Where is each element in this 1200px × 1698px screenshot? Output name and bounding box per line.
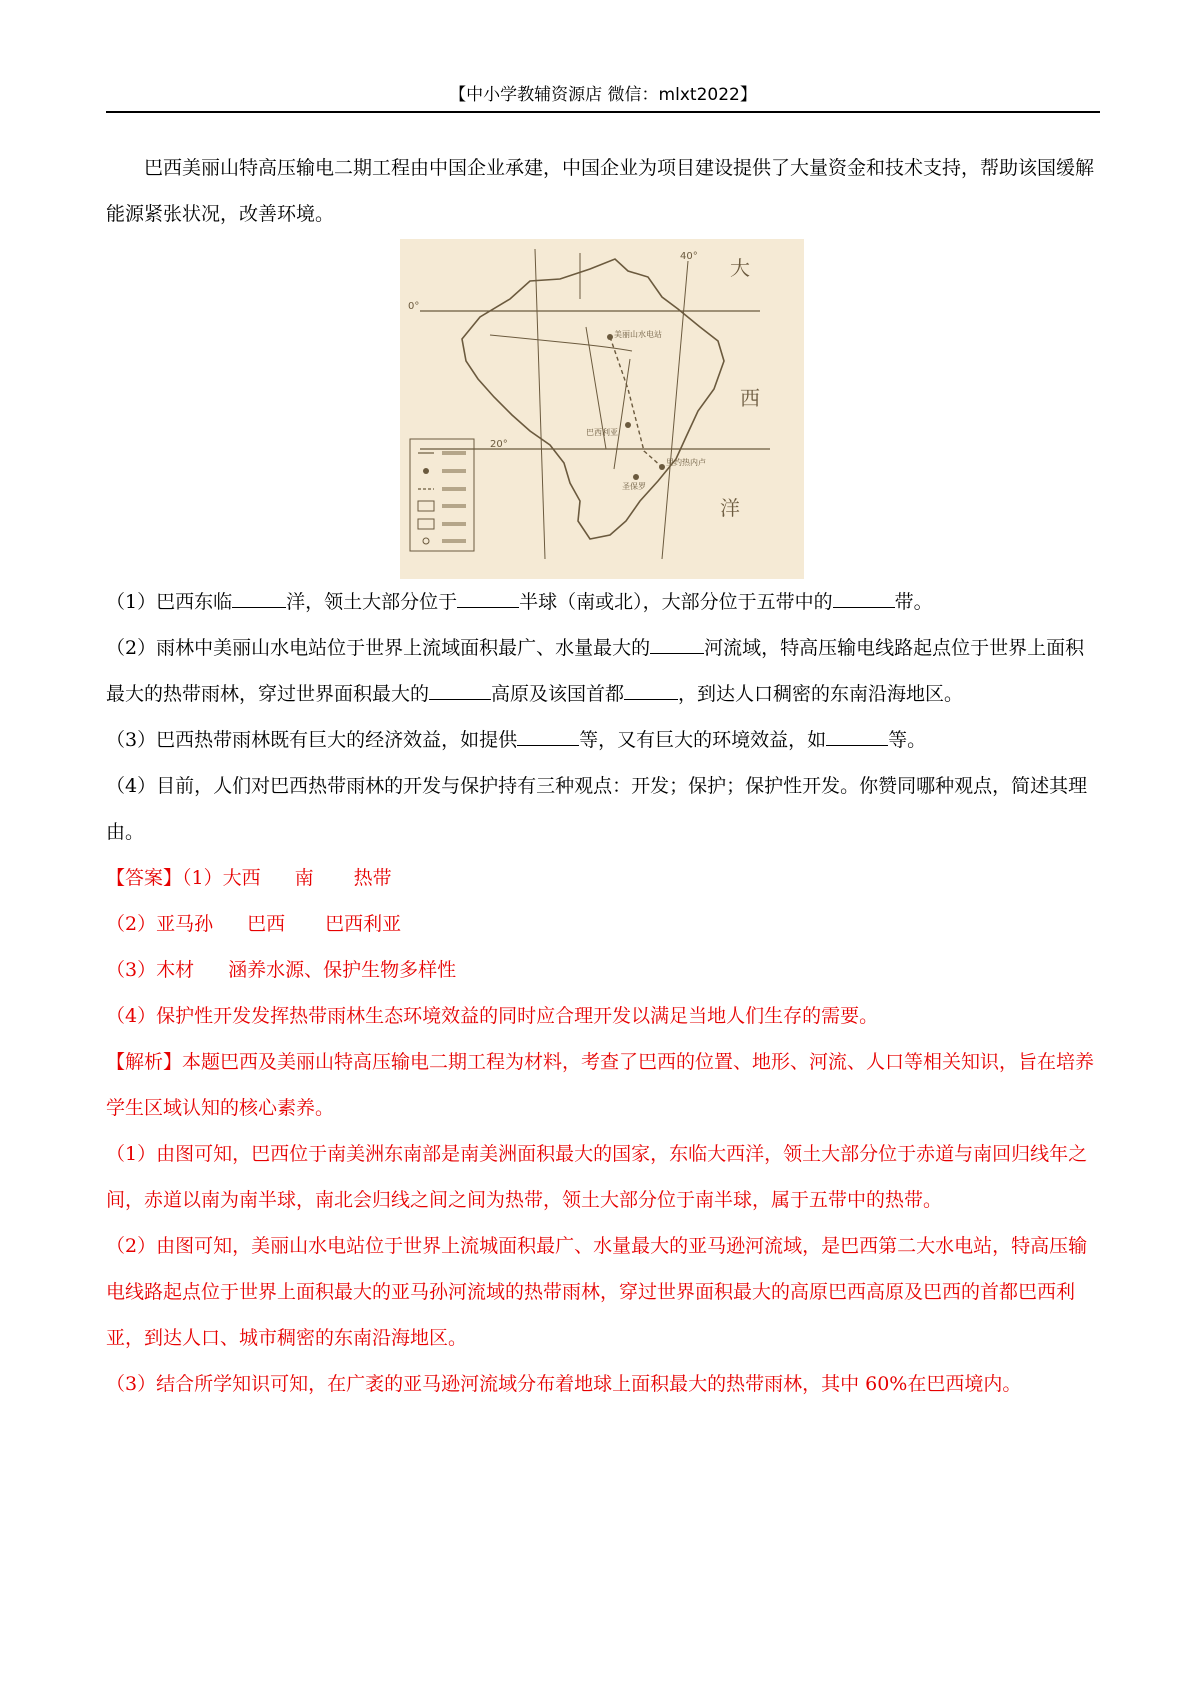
answer-2a: （2）亚马孙 xyxy=(106,913,214,935)
question-4: （4）目前，人们对巴西热带雨林的开发与保护持有三种观点：开发；保护；保护性开发。你赞同哪种观点，简述其理由。 xyxy=(106,775,1088,843)
q1-blank-1 xyxy=(232,606,286,608)
q1-text-a: （1）巴西东临 xyxy=(106,591,233,613)
label-capital: 巴西利亚 xyxy=(586,428,618,437)
q1-blank-2 xyxy=(457,606,519,608)
q2-text-d: ，到达人口稠密的东南沿海地区。 xyxy=(678,683,964,705)
dam-marker xyxy=(607,334,613,340)
lat-label-0: 0° xyxy=(408,301,420,312)
answer-line-1 xyxy=(106,855,1100,901)
answer-label: 【答案】 xyxy=(106,867,183,889)
document-body xyxy=(106,145,1100,1407)
answer-line-2 xyxy=(106,901,1100,947)
answer-1b: 南 xyxy=(294,867,314,889)
q1-text-c: 半球（南或北），大部分位于五带中的 xyxy=(519,591,833,613)
answer-3b: 涵养水源、保护生物多样性 xyxy=(228,959,457,981)
q1-blank-3 xyxy=(833,606,895,608)
analysis-label: 【解析】 xyxy=(106,1051,183,1073)
header-rule xyxy=(106,111,1100,113)
page-header: 【中小学教辅资源店 微信：mlxt2022】 xyxy=(449,85,757,105)
legend-dot xyxy=(423,468,429,474)
ocean-char-3: 洋 xyxy=(720,496,740,520)
capital-marker xyxy=(625,422,631,428)
analysis-3: （3）结合所学知识可知，在广袤的亚马逊河流域分布着地球上面积最大的热带雨林，其中 60%在巴西境内。 xyxy=(106,1373,1022,1395)
brazil-map xyxy=(400,239,804,579)
analysis-intro-text: 本题巴西及美丽山特高压输电二期工程为材料，考查了巴西的位置、地形、河流、人口等相关知识，旨在培养学生区域认知的核心素养。 xyxy=(106,1051,1095,1119)
q3-text-a: （3）巴西热带雨林既有巨大的经济效益，如提供 xyxy=(106,729,518,751)
question-2 xyxy=(106,625,1100,717)
analysis-2: （2）由图可知，美丽山水电站位于世界上流城面积最广、水量最大的亚马逊河流域，是巴西第二大水电站，特高压输电线路起点位于世界上面积最大的亚马孙河流域的热带雨林，穿过世界面积最大的高原巴西高原及巴西的首都巴西利亚，到达人口、城市稠密的东南沿海地区。 xyxy=(106,1235,1088,1349)
q1-text-d: 带。 xyxy=(894,591,933,613)
analysis-intro xyxy=(106,1039,1100,1131)
q2-text-c: 高原及该国首都 xyxy=(491,683,625,705)
q2-text-b: 河流域，特高压输电线路起点位于世界上面积最大的热带雨林，穿过世界面积最大的 xyxy=(106,637,1085,705)
q1-text-b: 洋，领土大部分位于 xyxy=(286,591,458,613)
q2-blank-1 xyxy=(650,652,704,654)
answer-2b: 巴西 xyxy=(247,913,286,935)
lat-label-20: 20° xyxy=(490,439,508,450)
intro-paragraph: 巴西美丽山特高压输电二期工程由中国企业承建，中国企业为项目建设提供了大量资金和技术支持，帮助该国缓解能源紧张状况，改善环境。 xyxy=(106,157,1095,225)
brazil-map-figure xyxy=(400,239,804,579)
rio-marker xyxy=(659,464,665,470)
label-saopaulo: 圣保罗 xyxy=(622,482,646,491)
answer-1a: （1）大西 xyxy=(182,867,261,889)
answer-line-4: （4）保护性开发发挥热带雨林生态环境效益的同时应合理开发以满足当地人们生存的需要。 xyxy=(106,1005,879,1027)
question-3 xyxy=(106,717,1100,763)
q3-blank-2 xyxy=(826,744,888,746)
answer-1c: 热带 xyxy=(353,867,392,889)
question-1 xyxy=(106,579,1100,625)
q3-text-c: 等。 xyxy=(888,729,927,751)
q2-blank-2 xyxy=(429,698,491,700)
answer-3a: （3）木材 xyxy=(106,959,195,981)
q3-text-b: 等，又有巨大的环境效益，如 xyxy=(579,729,827,751)
label-rio: 里约热内卢 xyxy=(666,458,706,467)
q2-text-a: （2）雨林中美丽山水电站位于世界上流域面积最广、水量最大的 xyxy=(106,637,651,659)
q3-blank-1 xyxy=(517,744,579,746)
ocean-char-1: 大 xyxy=(730,256,750,280)
saopaulo-marker xyxy=(633,474,639,480)
q2-blank-3 xyxy=(624,698,678,700)
answer-line-3 xyxy=(106,947,1100,993)
label-dam: 美丽山水电站 xyxy=(614,330,662,339)
lon-label-40: 40° xyxy=(680,251,698,262)
analysis-1: （1）由图可知，巴西位于南美洲东南部是南美洲面积最大的国家，东临大西洋，领土大部分位于赤道与南回归线年之间，赤道以南为南半球，南北会归线之间之间为热带，领土大部分位于南半球，属于五带中的热带。 xyxy=(106,1143,1088,1211)
answer-2c: 巴西利亚 xyxy=(325,913,402,935)
ocean-char-2: 西 xyxy=(740,386,760,410)
